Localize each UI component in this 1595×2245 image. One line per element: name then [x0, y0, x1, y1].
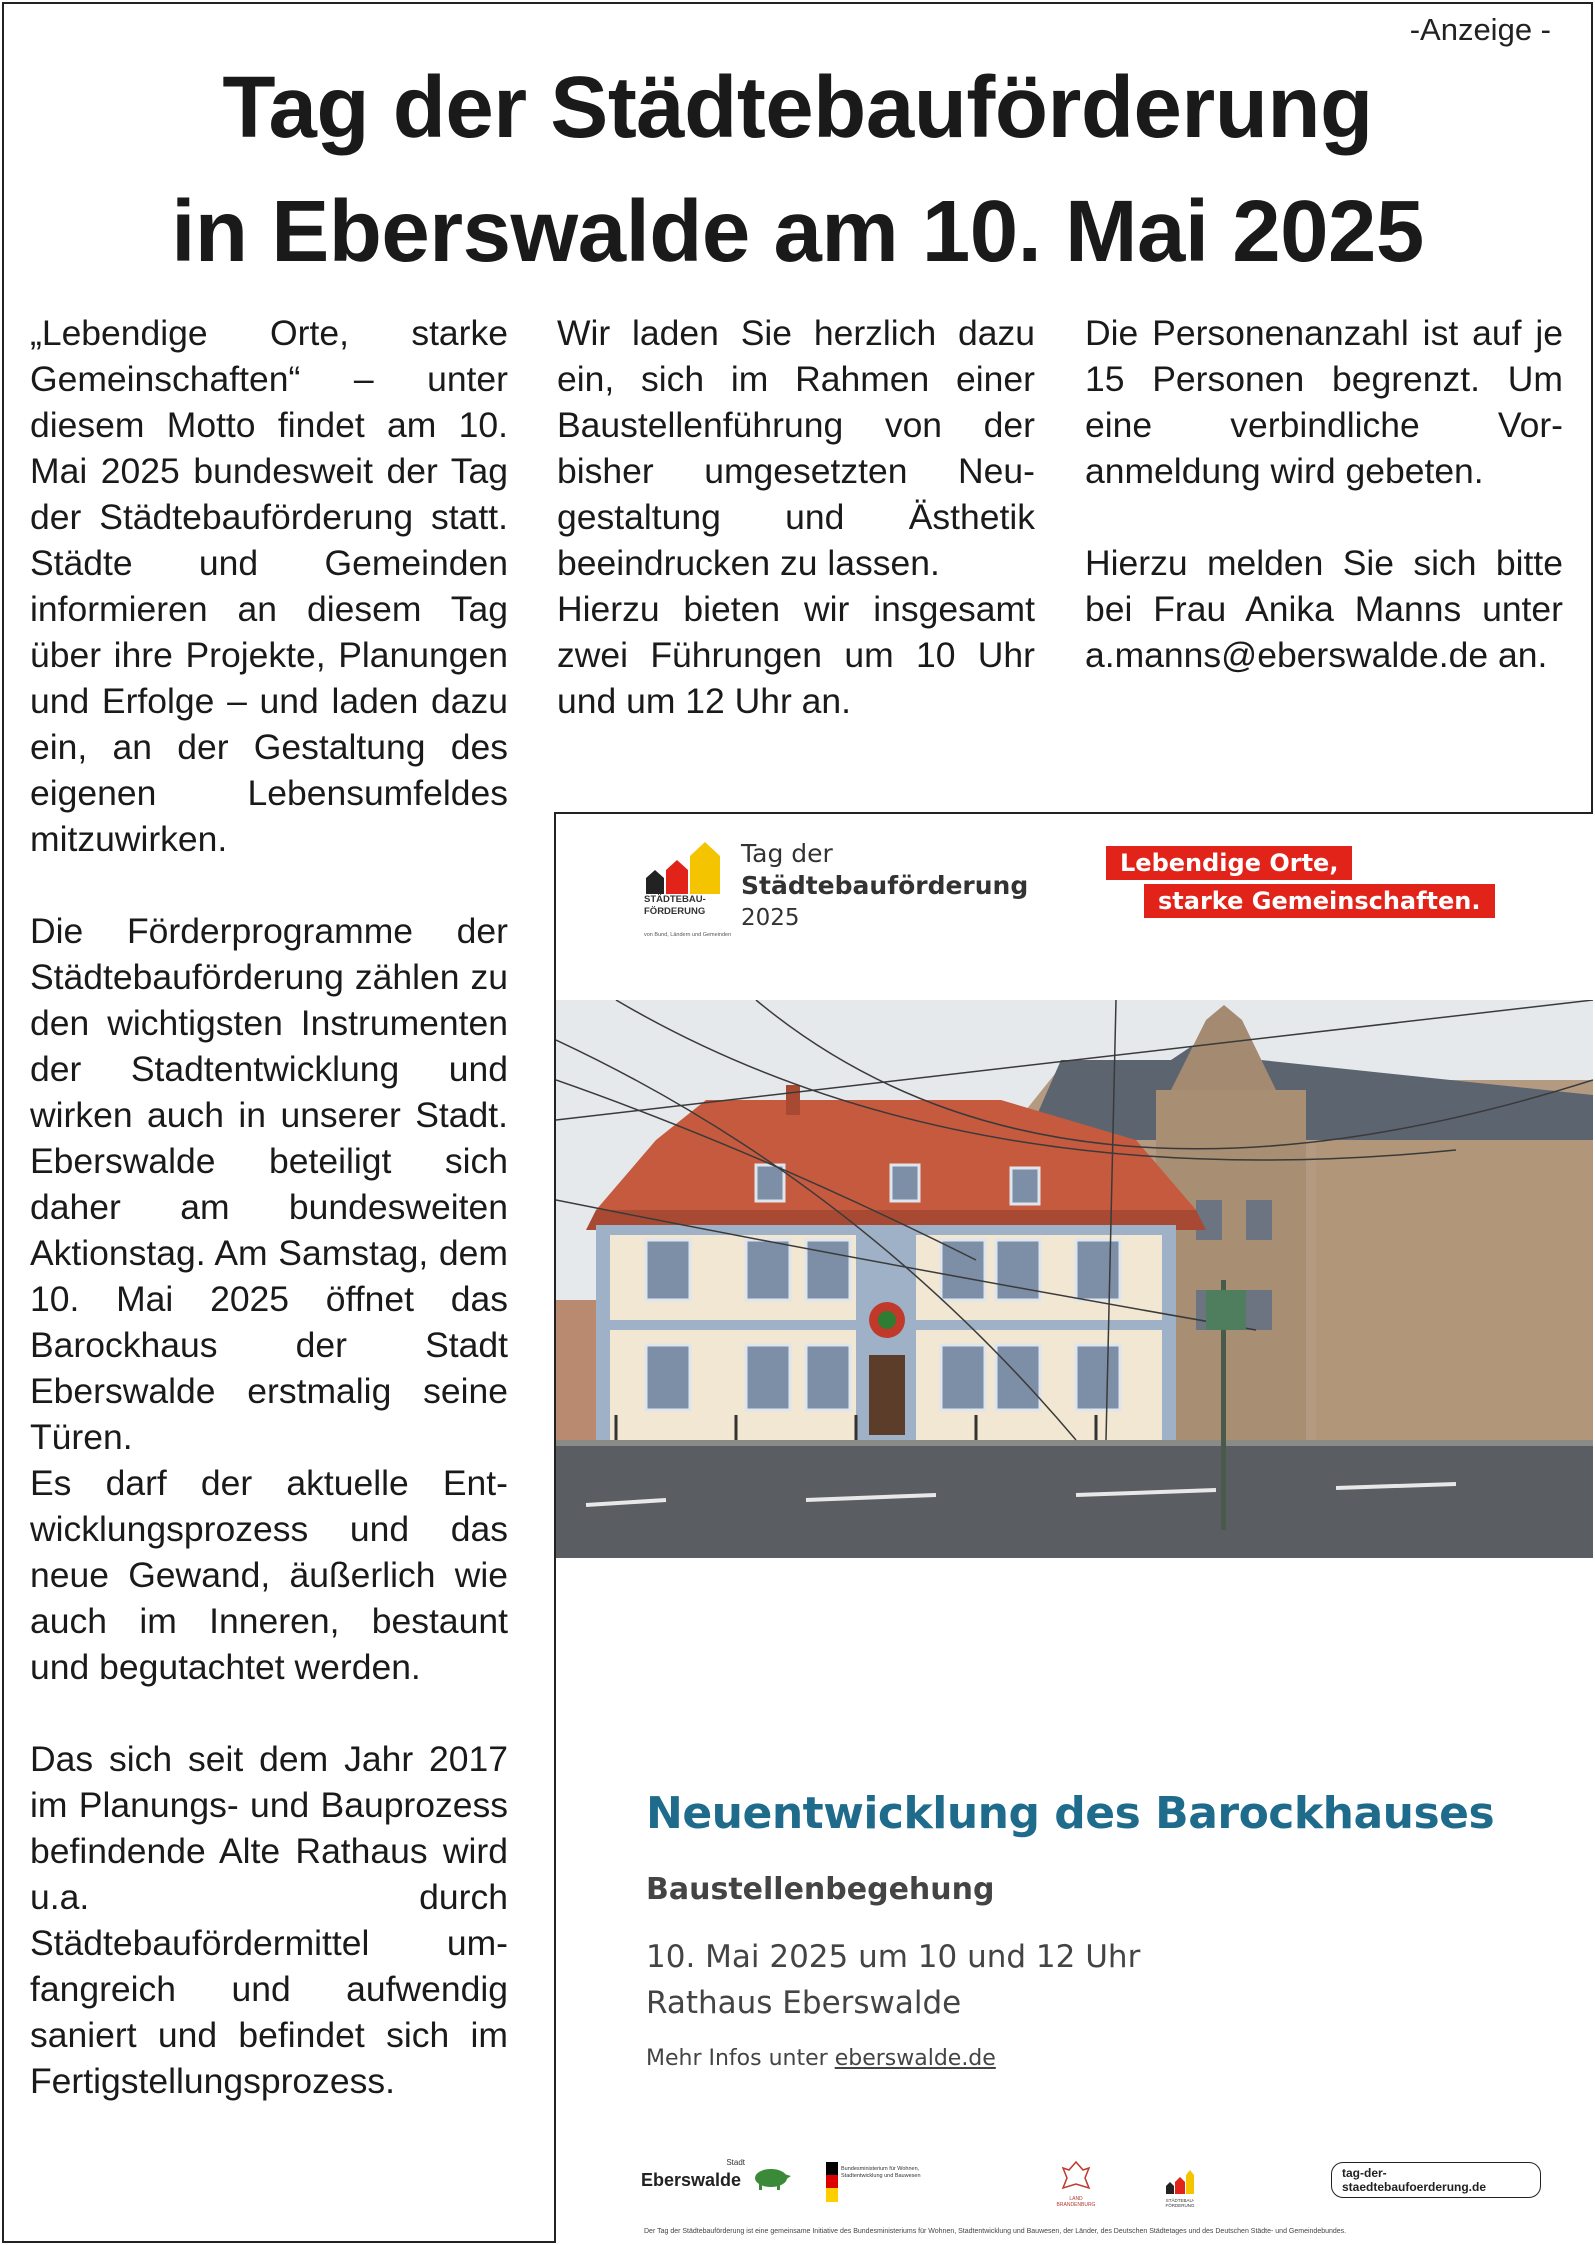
col1-paragraph-2: Die Förderprogramme der Städtebauförderung zählen zu den wichtigsten Instrumenten der Stadtentwicklung und wirken auch in unserer Stadt. Eberswalde beteiligt sich daher am bundesweiten Aktionstag. Am Samstag, dem 10. Mai 2025 öffnet das Barockhaus der Stadt Eberswalde erstmalig seine Türen.: [30, 911, 508, 1457]
campaign-url[interactable]: tag-der-staedtebaufoerderung.de: [1331, 2162, 1541, 2198]
motto-line-2: starke Gemeinschaften.: [1144, 884, 1495, 918]
poster-place: Rathaus Eberswalde: [646, 1985, 962, 2021]
col1-paragraph-3: Es darf der aktuelle Entwicklungsprozess und das neue Gewand, äußerlich wie auch im Inneren, bestaunt und begutachtet werden.: [30, 1463, 508, 1687]
logo-wordmark: STÄDTEBAU- FÖRDERUNG: [644, 894, 706, 917]
poster-info: Mehr Infos unter eberswalde.de: [646, 2046, 996, 2071]
sbf-small-logo-text: STÄDTEBAU-FÖRDERUNG: [1165, 2198, 1195, 2208]
event-poster: [554, 812, 1593, 2243]
eberswalde-logo: Eberswalde: [641, 2170, 742, 2190]
poster-heading: Neuentwicklung des Barockhauses: [646, 1788, 1495, 1839]
col1-paragraph-4: Das sich seit dem Jahr 2017 im Planungs- und Bauprozess befindende Alte Rathaus wird u.a. durch Städtebaufördermittel umfangreich und aufwendig saniert und befindet sich im Fertigstellungsprozess.: [30, 1739, 508, 2101]
page-title: [4, 46, 1591, 294]
title-line-1: Tag der Städtebauförderung: [222, 59, 1373, 156]
text-column-2: [557, 310, 1035, 724]
barockhaus-photo: [556, 1000, 1593, 1558]
eberswalde-link[interactable]: eberswalde.de: [834, 2046, 996, 2071]
staedtebaufoerderung-logo-icon: [644, 838, 734, 894]
sponsor-logos: [641, 2156, 1541, 2216]
text-column-3: [1085, 310, 1563, 678]
poster-event-title: Tag der Städtebauförderung 2025: [741, 839, 1029, 931]
col3-paragraph-1: Die Personenanzahl ist auf je 15 Personen begrenzt. Um eine verbindliche Voranmeldung wird gebeten.: [1085, 313, 1563, 491]
stadt-label: Stadt: [726, 2158, 745, 2167]
boar-icon: [751, 2162, 791, 2190]
federal-flag-icon: [826, 2162, 838, 2202]
ministry-logo: Bundesministerium für Wohnen, Stadtentwicklung und Bauwesen: [841, 2166, 921, 2179]
poster-date: 10. Mai 2025 um 10 und 12 Uhr: [646, 1939, 1141, 1975]
motto-line-1: Lebendige Orte,: [1106, 846, 1352, 880]
col1-paragraph-1: „Lebendige Orte, starke Gemeinschaften“ – unter diesem Motto findet am 10. Mai 2025 bundesweit der Tag der Städtebauförderung statt. Städte und Gemeinden informieren an diesem Tag über ihre Projekte, Planungen und Erfolge – und laden dazu ein, an der Gestaltung des eigenen Lebensumfeldes mitzuwirken.: [30, 313, 508, 859]
ad-label: -Anzeige -: [1409, 12, 1551, 47]
title-line-2: in Eberswalde am 10. Mai 2025: [171, 183, 1424, 280]
brandenburg-logo: LAND BRANDENBURG: [1056, 2196, 1096, 2208]
col3-paragraph-2: Hierzu melden Sie sich bitte bei Frau Anika Manns unter a.manns@eberswalde.de an.: [1085, 543, 1563, 675]
col2-paragraph-1: Wir laden Sie herzlich dazu ein, sich im Rahmen einer Baustellenführung von der bisher umgesetzten Neugestaltung und Ästhetik beeindrucken zu lassen.: [557, 313, 1035, 583]
brandenburg-eagle-icon: [1061, 2160, 1091, 2194]
poster-subheading: Baustellenbegehung: [646, 1872, 995, 1907]
logo-tagline: von Bund, Ländern und Gemeinden: [644, 932, 732, 938]
text-column-1: [30, 310, 508, 2104]
advertisement-page: [2, 2, 1593, 2243]
poster-footnote: Der Tag der Städtebauförderung ist eine gemeinsame Initiative des Bundesministeriums für Wohnen, Stadtentwicklung und Bauwesen, der Länder, des Deutschen Städtetages und des Deutschen Städte- und Gemeindebundes.: [644, 2228, 1347, 2235]
col2-paragraph-2: Hierzu bieten wir insgesamt zwei Führungen um 10 Uhr und um 12 Uhr an.: [557, 589, 1035, 721]
sbf-small-logo-icon: [1165, 2166, 1195, 2194]
poster-date-place: [646, 1934, 1140, 2026]
